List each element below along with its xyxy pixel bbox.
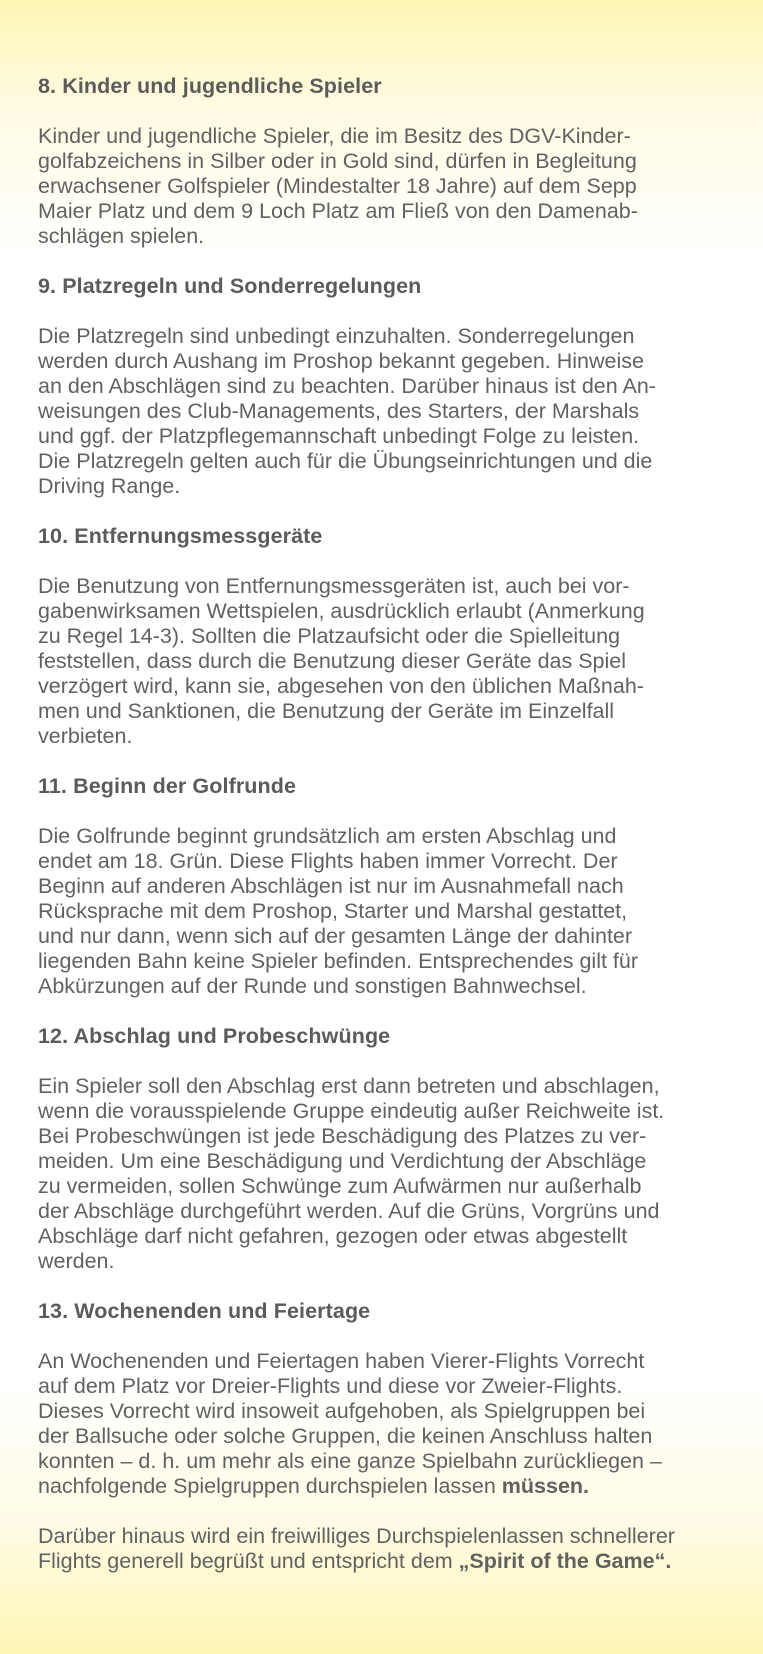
- text-line: meiden. Um eine Beschädigung und Verdichtung der Abschläge: [38, 1149, 647, 1173]
- text-line: schlägen spielen.: [38, 224, 205, 248]
- text-line: werden durch Aushang im Proshop bekannt gegeben. Hinweise: [38, 349, 644, 373]
- text-line: [38, 1474, 723, 1499]
- text-line: [38, 1549, 723, 1574]
- text-line: Darüber hinaus wird ein freiwilliges Durchspielenlassen schnellerer: [38, 1524, 675, 1548]
- section-9: [38, 274, 723, 499]
- text-line: Abschläge darf nicht gefahren, gezogen oder etwas abgestellt: [38, 1224, 628, 1248]
- text-line: Driving Range.: [38, 474, 181, 498]
- text-line: Ein Spieler soll den Abschlag erst dann betreten und abschlagen,: [38, 1074, 660, 1098]
- text-line: Abkürzungen auf der Runde und sonstigen Bahnwechsel.: [38, 974, 587, 998]
- text-line: und nur dann, wenn sich auf der gesamten Länge der dahinter: [38, 924, 633, 948]
- text-line: An Wochenenden und Feiertagen haben Vierer-Flights Vorrecht: [38, 1349, 645, 1373]
- section-heading: 13. Wochenenden und Feiertage: [38, 1299, 371, 1323]
- text-line: men und Sanktionen, die Benutzung der Geräte im Einzelfall: [38, 699, 615, 723]
- section-paragraph: [38, 824, 723, 999]
- section-10: [38, 524, 723, 749]
- section-13: [38, 1299, 723, 1574]
- text-line: Beginn auf anderen Abschlägen ist nur im Ausnahmefall nach: [38, 874, 624, 898]
- text-line: gabenwirksamen Wettspielen, ausdrücklich erlaubt (Anmerkung: [38, 599, 645, 623]
- text-line: zu Regel 14-3). Sollten die Platzaufsicht oder die Spielleitung: [38, 624, 621, 648]
- section-paragraph: [38, 324, 723, 499]
- text-line: liegenden Bahn keine Spieler befinden. Entsprechendes gilt für: [38, 949, 639, 973]
- text-plain: Flights generell begrüßt und entspricht dem: [38, 1549, 459, 1573]
- text-line: der Ballsuche oder solche Gruppen, die keinen Anschluss halten: [38, 1424, 653, 1448]
- section-heading: 8. Kinder und jugendliche Spieler: [38, 74, 382, 98]
- text-line: Maier Platz und dem 9 Loch Platz am Fließ von den Damenab-: [38, 199, 638, 223]
- section-heading: 10. Entfernungsmessgeräte: [38, 524, 323, 548]
- section-heading: 12. Abschlag und Probeschwünge: [38, 1024, 391, 1048]
- text-line: golfabzeichens in Silber oder in Gold sind, dürfen in Begleitung: [38, 149, 637, 173]
- section-paragraph: [38, 1074, 723, 1274]
- text-line: Bei Probeschwüngen ist jede Beschädigung des Platzes zu ver-: [38, 1124, 647, 1148]
- text-line: Dieses Vorrecht wird insoweit aufgehoben, als Spielgruppen bei: [38, 1399, 646, 1423]
- text-line: auf dem Platz vor Dreier-Flights und diese vor Zweier-Flights.: [38, 1374, 623, 1398]
- text-line: an den Abschlägen sind zu beachten. Darüber hinaus ist den An-: [38, 374, 656, 398]
- text-line: und ggf. der Platzpflegemannschaft unbedingt Folge zu leisten.: [38, 424, 640, 448]
- text-line: Die Golfrunde beginnt grundsätzlich am ersten Abschlag und: [38, 824, 617, 848]
- section-heading: 9. Platzregeln und Sonderregelungen: [38, 274, 422, 298]
- text-line: werden.: [38, 1249, 115, 1273]
- text-line: der Abschläge durchgeführt werden. Auf die Grüns, Vorgrüns und: [38, 1199, 660, 1223]
- text-line: Rücksprache mit dem Proshop, Starter und Marshal gestattet,: [38, 899, 628, 923]
- section-paragraph: [38, 124, 723, 249]
- text-line: zu vermeiden, sollen Schwünge zum Aufwärmen nur außerhalb: [38, 1174, 642, 1198]
- emphasis-text: müssen.: [501, 1474, 590, 1498]
- text-line: Kinder und jugendliche Spieler, die im Besitz des DGV-Kinder-: [38, 124, 631, 148]
- text-line: erwachsener Golfspieler (Mindestalter 18 Jahre) auf dem Sepp: [38, 174, 637, 198]
- section-12: [38, 1024, 723, 1274]
- section-paragraph: [38, 1524, 723, 1574]
- section-8: [38, 74, 723, 249]
- text-line: verzögert wird, kann sie, abgesehen von den üblichen Maßnah-: [38, 674, 644, 698]
- section-paragraph: [38, 574, 723, 749]
- text-line: Die Benutzung von Entfernungsmessgeräten ist, auch bei vor-: [38, 574, 630, 598]
- text-line: verbieten.: [38, 724, 133, 748]
- text-line: Die Platzregeln gelten auch für die Übungseinrichtungen und die: [38, 449, 653, 473]
- section-paragraph: [38, 1349, 723, 1499]
- text-plain: nachfolgende Spielgruppen durchspielen lassen: [38, 1474, 502, 1498]
- text-line: konnten – d. h. um mehr als eine ganze Spielbahn zurückliegen –: [38, 1449, 662, 1473]
- section-11: [38, 774, 723, 999]
- text-line: wenn die vorausspielende Gruppe eindeutig außer Reichweite ist.: [38, 1099, 665, 1123]
- text-line: Die Platzregeln sind unbedingt einzuhalten. Sonderregelungen: [38, 324, 635, 348]
- emphasis-text: „Spirit of the Game“.: [458, 1549, 672, 1573]
- text-line: weisungen des Club-Managements, des Starters, der Marshals: [38, 399, 640, 423]
- text-line: feststellen, dass durch die Benutzung dieser Geräte das Spiel: [38, 649, 627, 673]
- text-line: endet am 18. Grün. Diese Flights haben immer Vorrecht. Der: [38, 849, 618, 873]
- section-heading: 11. Beginn der Golfrunde: [38, 774, 297, 798]
